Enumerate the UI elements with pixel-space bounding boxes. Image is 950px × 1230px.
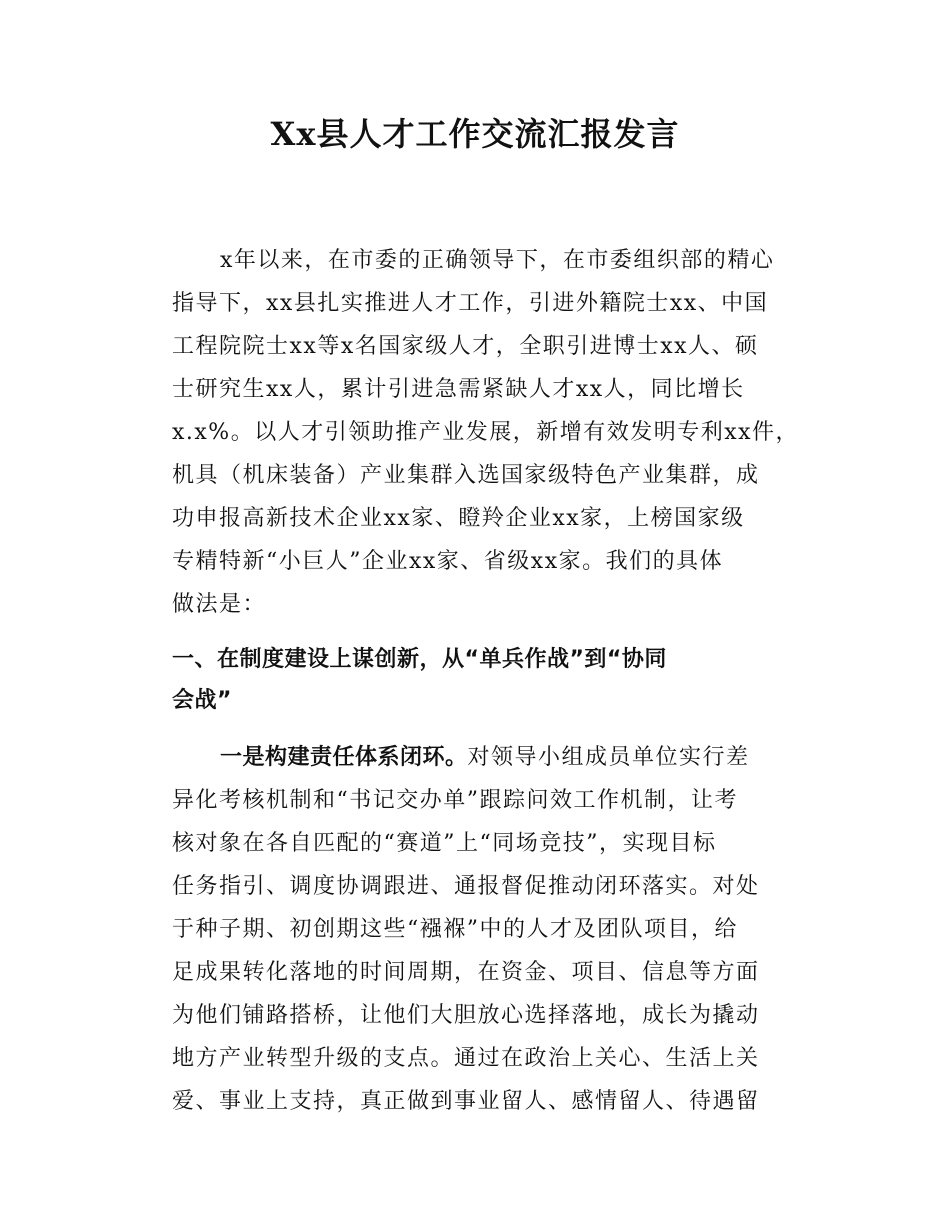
document-title: Xx县人才工作交流汇报发言 bbox=[270, 115, 680, 153]
paragraph-first-line bbox=[220, 743, 750, 773]
intro-line: 工程院院士xx等x名国家级人才，全职引进博士xx人、硕 bbox=[172, 334, 759, 359]
section-heading-line: 一、在制度建设上谋创新，从“单兵作战”到“协同 bbox=[172, 647, 667, 672]
intro-line: x.x%。以人才引领助推产业发展，新增有效发明专利xx件， bbox=[172, 420, 800, 445]
paragraph-line: 足成果转化落地的时间周期，在资金、项目、信息等方面 bbox=[172, 960, 760, 985]
intro-line: x年以来，在市委的正确领导下，在市委组织部的精心 bbox=[220, 248, 775, 273]
paragraph-line: 核对象在各自匹配的“赛道”上“同场竞技”，实现目标 bbox=[172, 831, 717, 856]
paragraph-line: 于种子期、初创期这些“襁褓”中的人才及团队项目，给 bbox=[172, 917, 738, 942]
intro-line: 功申报高新技术企业xx家、瞪羚企业xx家，上榜国家级 bbox=[172, 506, 745, 531]
paragraph-line: 地方产业转型升级的支点。通过在政治上关心、生活上关 bbox=[172, 1046, 760, 1071]
intro-line: 指导下，xx县扎实推进人才工作，引进外籍院士xx、中国 bbox=[172, 291, 769, 316]
intro-line: 士研究生xx人，累计引进急需紧缺人才xx人，同比增长 bbox=[172, 377, 745, 402]
section-heading-line: 会战” bbox=[172, 688, 232, 713]
paragraph-line: 为他们铺路搭桥，让他们大胆放心选择落地，成长为撬动 bbox=[172, 1003, 760, 1028]
paragraph-lead: 一是构建责任体系闭环。 bbox=[220, 745, 468, 770]
paragraph-line: 爱、事业上支持，真正做到事业留人、感情留人、待遇留 bbox=[172, 1089, 760, 1114]
intro-line: 做法是： bbox=[172, 592, 267, 617]
paragraph-line: 异化考核机制和“书记交办单”跟踪问效工作机制，让考 bbox=[172, 788, 738, 813]
intro-line: 专精特新“小巨人”企业xx家、省级xx家。我们的具体 bbox=[172, 549, 724, 574]
paragraph-first-line-rest: 对领导小组成员单位实行差 bbox=[467, 745, 750, 770]
paragraph-line: 任务指引、调度协调跟进、通报督促推动闭环落实。对处 bbox=[172, 874, 760, 899]
intro-line: 机具（机床装备）产业集群入选国家级特色产业集群，成 bbox=[172, 463, 760, 488]
